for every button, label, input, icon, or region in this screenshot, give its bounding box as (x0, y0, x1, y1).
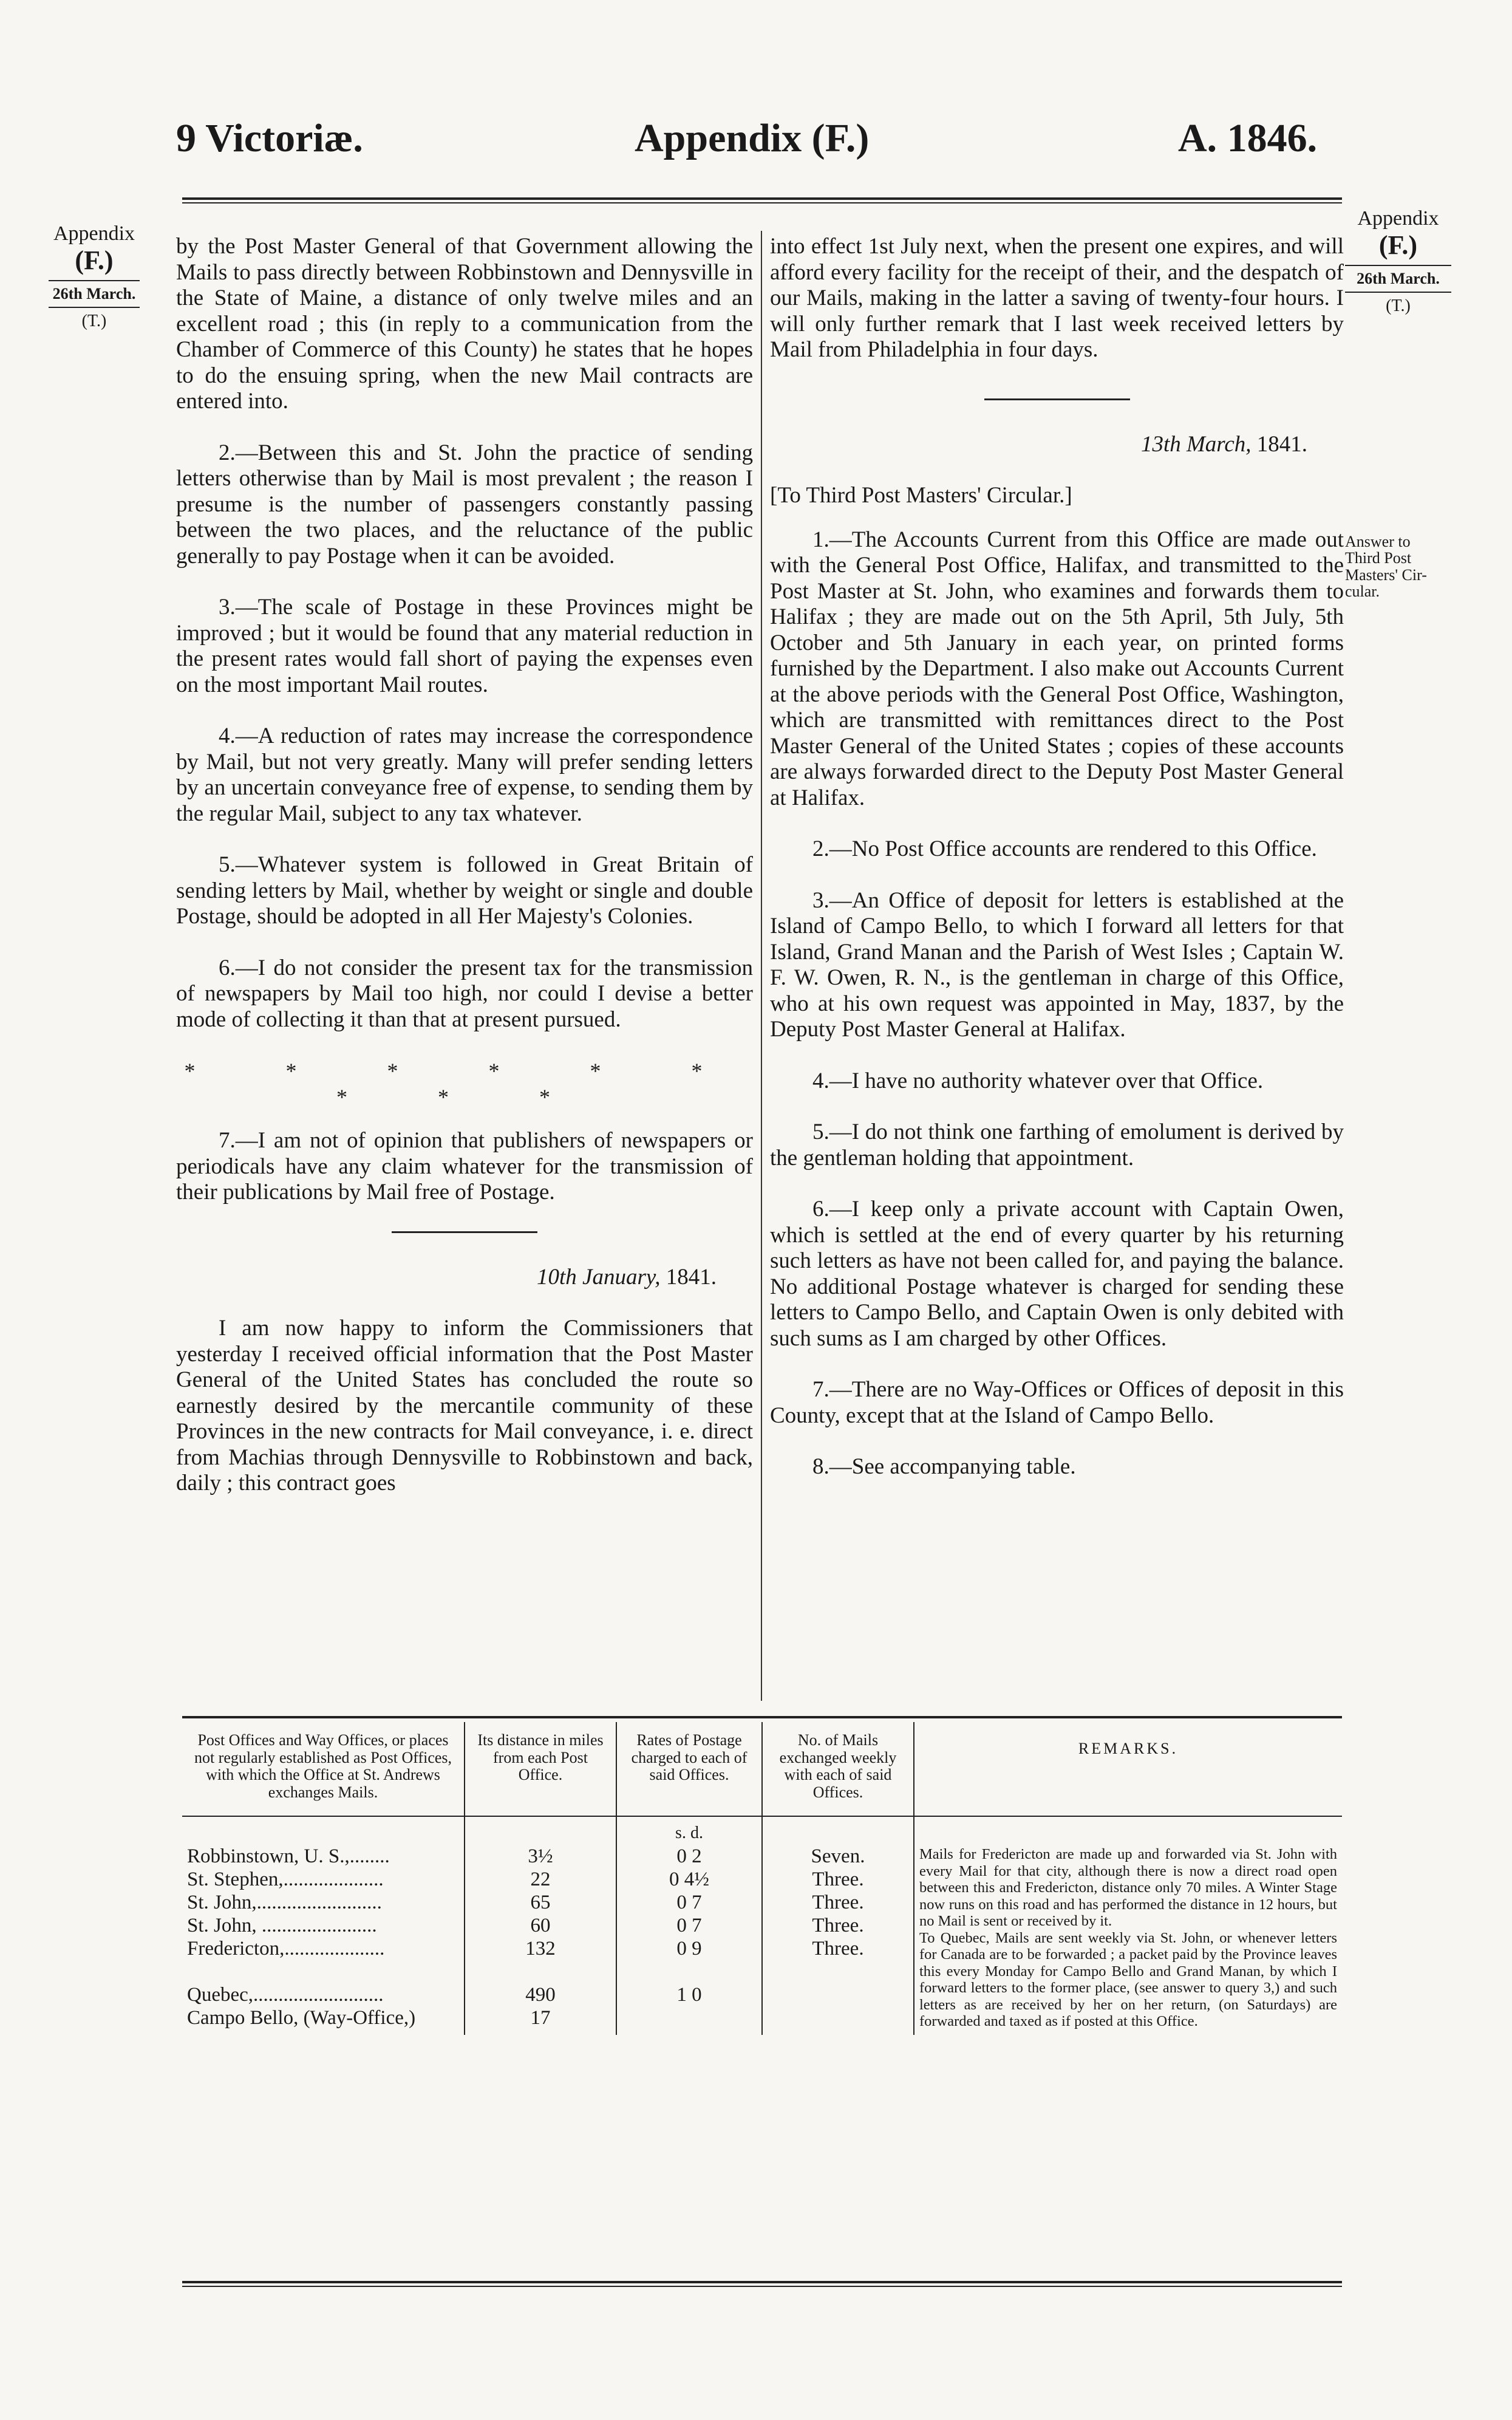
margin-appendix-label: Appendix (53, 222, 135, 245)
table-top-rule (182, 1716, 1342, 1718)
header-remarks: REMARKS. (914, 1722, 1342, 1816)
distance-value: 3½ (528, 1845, 553, 1868)
column-divider (761, 231, 762, 1701)
distance-value: 17 (530, 2007, 551, 2029)
rate-value: 0 7 (676, 1915, 702, 1937)
rate-cell (616, 1816, 762, 2035)
header-year: A. 1846. (1178, 116, 1318, 160)
rate-value: 0 9 (676, 1938, 702, 1960)
paragraph: 7.—I am not of opinion that publishers of newspapers or periodicals have any claim whatever for the transmission of their publications by Mail free of Postage. (176, 1128, 753, 1205)
footer-rule (182, 2281, 1342, 2287)
margin-appendix-letter: (F.) (75, 245, 114, 276)
side-note-answer: Answer to Third Post Masters' Cir- cular. (1345, 533, 1427, 600)
margin-code: (T.) (1386, 296, 1411, 315)
paragraph: 3.—An Office of deposit for letters is established at the Island of Campo Bello, to which I forward all letters for that Island, Grand Manan and the Parish of West Isles ; Captain W. F. W. Owen, R. N., is the gentleman in charge of this Office, who at his own request was appointed in May, 1837, by the Deputy Post Master General at Halifax. (770, 887, 1344, 1042)
office-name: St. John,......................... (187, 1892, 382, 1914)
circular-heading: [To Third Post Masters' Circular.] (770, 483, 1072, 508)
ellipsis-stars: * * * * * * * * * (184, 1059, 745, 1109)
margin-appendix-label: Appendix (1357, 207, 1439, 230)
rate-value: 0 7 (676, 1892, 702, 1914)
dateline (176, 1265, 753, 1291)
table-header-row (182, 1722, 1342, 1816)
mails-value: Three. (812, 1915, 864, 1937)
header-distance: Its distance in miles from each Post Office. (465, 1722, 616, 1816)
mails-value: Three. (812, 1938, 864, 1960)
mails-value: Seven. (811, 1845, 865, 1868)
rate-value: 0 4½ (669, 1868, 709, 1891)
date-year: 1841. (1251, 431, 1307, 457)
dateline (770, 432, 1344, 458)
paragraph: I am now happy to inform the Commissioners that yesterday I received official information that the Post Master General of the United States has concluded the route so earnestly desired by the mercantile community of these Provinces in the new contracts for Mail conveyance, i. e. direct from Machias through Dennysville to Robbinstown and back, daily ; this contract goes (176, 1316, 753, 1495)
margin-note-right (1345, 207, 1451, 316)
paragraph: 6.—I do not consider the present tax for the transmission of newspapers by Mail too high, nor could I devise a better mode of collecting it than that at present pursued. (176, 955, 753, 1032)
rate-value: 1 0 (676, 1984, 702, 2006)
offices-cell (182, 1816, 465, 2035)
header-rates: Rates of Postage charged to each of said Offices. (616, 1722, 762, 1816)
header-appendix: Appendix (F.) (635, 116, 870, 160)
distance-value: 132 (525, 1938, 556, 1960)
margin-date: 26th March. (1345, 265, 1451, 293)
table-body-row (182, 1816, 1342, 2035)
distance-value: 60 (530, 1915, 551, 1937)
running-header (0, 115, 1512, 170)
distance-cell (465, 1816, 616, 2035)
paragraph: 3.—The scale of Postage in these Provinces might be improved ; but it would be found that any material reduction in the present rates would fall short of paying the expenses even on the most important Mail routes. (176, 595, 753, 697)
office-name: Fredericton,.................... (187, 1938, 385, 1960)
header-mails: No. of Mails exchanged weekly with each of said Offices. (762, 1722, 914, 1816)
mails-value: Three. (812, 1868, 864, 1891)
paragraph: by the Post Master General of that Government allowing the Mails to pass directly between Robbinstown and Dennysville in the State of Maine, a distance of only twelve miles and an excellent road ; this (in reply to a communication from the Chamber of Commerce of this County) he states that he hopes to do the ensuing spring, when the new Mail contracts are entered into. (176, 234, 753, 414)
office-name: Campo Bello, (Way-Office,) (187, 2007, 416, 2029)
margin-appendix-letter: (F.) (1378, 230, 1418, 261)
rate-value: 0 2 (676, 1845, 702, 1868)
paragraph: 5.—I do not think one farthing of emolument is derived by the gentleman holding that appointment. (770, 1119, 1344, 1171)
paragraph: 4.—A reduction of rates may increase the correspondence by Mail, but not very greatly. Many will prefer sending letters by an uncertain conveyance free of expense, to sending them by the regular Mail, subject to any tax whatever. (176, 723, 753, 826)
remarks-fredericton: Mails for Fredericton are made up and forwarded via St. John with every Mail for that city, although there is now a direct road open between this and Fredericton, distance only 70 miles. A Winter Stage now runs on this road and has performed the distance in 12 hours, but no Mail is sent or received by it. (919, 1846, 1337, 1930)
date-year: 1841. (660, 1264, 717, 1290)
right-column (770, 234, 1344, 1506)
header-rule (182, 197, 1342, 203)
header-offices: Post Offices and Way Offices, or places not regularly established as Post Offices, with which the Office at St. Andrews exchanges Mails. (182, 1722, 465, 1816)
distance-value: 65 (530, 1892, 551, 1914)
paragraph: 7.—There are no Way-Offices or Offices of deposit in this County, except that at the Island of Campo Bello. (770, 1377, 1344, 1428)
paragraph: 4.—I have no authority whatever over that Office. (812, 1068, 1264, 1093)
paragraph: 8.—See accompanying table. (812, 1454, 1076, 1479)
mail-exchange-table (182, 1722, 1342, 2035)
paragraph: 6.—I keep only a private account with Captain Owen, which is settled at the end of every quarter by his returning such letters as have not been called for, and paying the balance. No additional Postage whatever is charged for sending these letters to Campo Bello, and Captain Owen is only debited with such sums as I am charged by other Offices. (770, 1197, 1344, 1351)
mails-value: Three. (812, 1892, 864, 1914)
left-column (176, 234, 753, 1522)
mails-cell (762, 1816, 914, 2035)
paragraph: 2.—Between this and St. John the practice of sending letters otherwise than by Mail is most prevalent ; the reason I presume is the number of passengers constantly passing between the two places, and the reluctance of the public generally to pay Postage when it can be avoided. (176, 440, 753, 569)
paragraph: 1.—The Accounts Current from this Office are made out with the General Post Office, Halifax, and transmitted to the Post Master at St. John, who examines and forwards them to Halifax ; they are made out on the 5th April, 5th July, 5th October and 5th January in each year, on printed forms furnished by the Department. I also make out Accounts Current at the above periods with the General Post Office, Washington, which are transmitted with remittances direct to the Post Master General of the United States ; copies of these accounts are always forwarded direct to the Deputy Post Master General at Halifax. (770, 527, 1344, 810)
rate-value (622, 2006, 757, 2029)
paragraph: 2.—No Post Office accounts are rendered to this Office. (812, 836, 1317, 861)
distance-value: 22 (530, 1868, 551, 1891)
currency-units: s. d. (675, 1824, 703, 1843)
office-name: St. Stephen,.................... (187, 1868, 384, 1891)
distance-value: 490 (525, 1984, 556, 2006)
date-day: 13th March, (1140, 431, 1251, 457)
margin-note-left (49, 222, 140, 331)
remarks-cell (914, 1816, 1342, 2035)
section-rule (392, 1231, 537, 1233)
margin-code: (T.) (81, 311, 107, 330)
header-session: 9 Victoriæ. (176, 116, 363, 160)
date-day: 10th January, (537, 1264, 661, 1290)
remarks-quebec: To Quebec, Mails are sent weekly via St. John, or whenever letters for Canada are to be forwarded ; a packet paid by the Province leaves this every Monday for Campo Bello and Grand Manan, by which I forward letters to the former place, (see answer to query 3,) and such letters as are received by her on her return, (on Saturdays) are forwarded and taxed as if posted at this Office. (919, 1929, 1337, 2030)
office-name: St. John, ....................... (187, 1915, 377, 1937)
office-name: Quebec,.......................... (187, 1984, 384, 2006)
margin-date: 26th March. (49, 280, 140, 308)
paragraph: into effect 1st July next, when the present one expires, and will afford every facility for the receipt of their, and the despatch of our Mails, making in the latter a saving of twenty-four hours. I will only further remark that I last week received letters by Mail from Philadelphia in four days. (770, 234, 1344, 362)
section-rule (984, 398, 1130, 400)
office-name: Robbinstown, U. S.,........ (187, 1845, 390, 1868)
paragraph: 5.—Whatever system is followed in Great Britain of sending letters by Mail, whether by weight or single and double Postage, should be adopted in all Her Majesty's Colonies. (176, 852, 753, 929)
